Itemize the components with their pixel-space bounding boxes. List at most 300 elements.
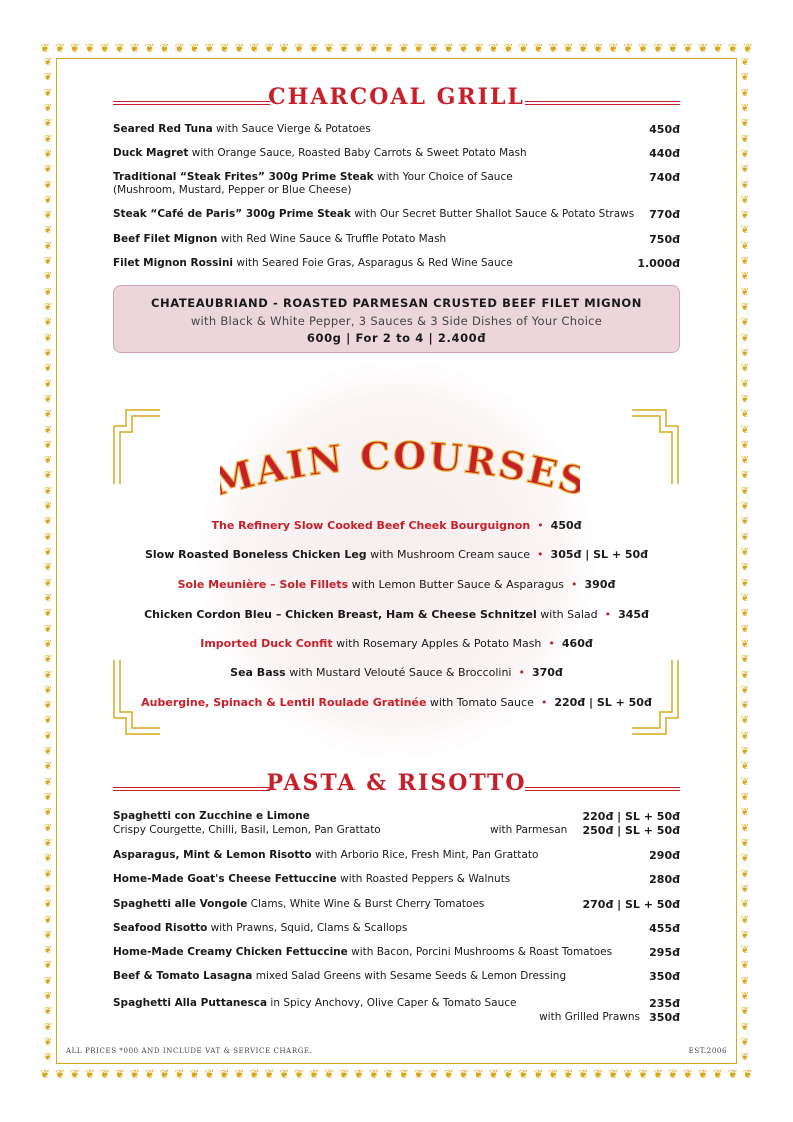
ornament-icon: ❦: [43, 531, 53, 543]
ornament-icon: ❦: [608, 41, 619, 55]
chateaubriand-feature-box: [113, 285, 680, 353]
pasta-item-desc: Clams, White Wine & Burst Cherry Tomatoes: [247, 898, 485, 910]
pasta-item-price: 455đ: [649, 922, 680, 935]
ornament-icon: ❦: [740, 58, 750, 68]
ornament-icon: ❦: [593, 1067, 604, 1081]
grill-item-price: 1.000đ: [637, 257, 680, 270]
pasta-item: [113, 873, 680, 886]
ornament-icon: ❦: [712, 41, 723, 55]
pasta-item: [113, 997, 680, 1010]
grill-item-price: 750đ: [649, 233, 680, 246]
ornament-icon: ❦: [740, 837, 750, 849]
ornament-icon: ❦: [54, 1067, 66, 1081]
main-item-price: 305đ: [550, 548, 582, 561]
ornament-icon: ❦: [623, 1067, 634, 1081]
grill-item-price: 770đ: [649, 208, 680, 221]
ornament-icon: ❦: [413, 41, 424, 55]
pasta-item: [113, 922, 680, 935]
pasta-item: [113, 946, 680, 959]
ornament-icon: ❦: [219, 41, 230, 55]
chateaubriand-title: CHATEAUBRIAND - ROASTED PARMESAN CRUSTED BEEF FILET MIGNON: [150, 296, 643, 310]
ornament-icon: ❦: [114, 41, 125, 55]
grill-item-desc-2: (Mushroom, Mustard, Pepper or Blue Cheese): [113, 184, 352, 196]
ornament-icon: ❦: [638, 41, 649, 55]
ornament-icon: ❦: [84, 1067, 95, 1081]
ornament-icon: ❦: [533, 1067, 544, 1081]
ornament-icon: ❦: [43, 194, 53, 206]
pasta-item-price: 270đ | SL + 50đ: [582, 898, 680, 911]
ornament-icon: ❦: [43, 807, 53, 819]
ornament-icon: ❦: [740, 332, 750, 344]
ornament-icon: ❦: [740, 1021, 750, 1033]
chateaubriand-price: 600g | For 2 to 4 | 2.400đ: [306, 331, 487, 345]
ornament-icon: ❦: [43, 929, 53, 941]
ornament-icon: ❦: [473, 1067, 484, 1081]
ornament-icon: ❦: [264, 41, 275, 55]
ornament-icon: ❦: [593, 41, 604, 55]
main-item-price: 450đ: [550, 519, 582, 532]
bullet-icon: •: [533, 519, 548, 532]
grill-item: [113, 208, 680, 221]
ornament-icon: ❦: [383, 1067, 394, 1081]
ornament-icon: ❦: [697, 41, 708, 55]
ornament-icon: ❦: [668, 1067, 679, 1081]
ornament-icon: ❦: [740, 271, 750, 283]
ornament-icon: ❦: [339, 41, 350, 55]
ornament-icon: ❦: [324, 1067, 335, 1081]
ornament-icon: ❦: [740, 684, 750, 696]
main-courses-arc-title: [220, 435, 580, 505]
ornament-icon: ❦: [204, 1067, 215, 1081]
ornament-icon: ❦: [740, 761, 750, 773]
ornament-icon: ❦: [174, 41, 185, 55]
grill-item-price: 450đ: [649, 123, 680, 136]
grill-item-name: Filet Mignon Rossini: [113, 257, 234, 269]
ornament-icon: ❦: [740, 853, 750, 865]
chateaubriand-desc: with Black & White Pepper, 3 Sauces & 3 Side Dishes of Your Choice: [190, 314, 603, 328]
ornament-icon: ❦: [740, 715, 750, 727]
pasta-item-name: Beef & Tomato Lasagna: [113, 970, 253, 982]
ornament-icon: ❦: [518, 41, 529, 55]
ornament-icon: ❦: [563, 41, 574, 55]
ornament-icon: ❦: [740, 424, 750, 436]
ornament-icon: ❦: [43, 409, 53, 421]
ornament-icon: ❦: [234, 1067, 245, 1081]
ornament-icon: ❦: [740, 868, 750, 880]
ornament-icon: ❦: [727, 1067, 738, 1081]
ornament-icon: ❦: [623, 41, 634, 55]
ornament-icon: ❦: [354, 41, 365, 55]
bullet-icon: •: [533, 548, 548, 561]
ornament-icon: ❦: [43, 363, 53, 375]
ornament-icon: ❦: [740, 225, 750, 237]
ornament-icon: ❦: [740, 638, 750, 650]
ornament-icon: ❦: [43, 317, 53, 329]
ornament-icon: ❦: [43, 1052, 53, 1064]
ornament-icon: ❦: [279, 1067, 290, 1081]
main-item-desc: with Tomato Sauce: [426, 696, 534, 709]
ornament-icon: ❦: [740, 1006, 750, 1018]
pasta-item-name: Asparagus, Mint & Lemon Risotto: [113, 849, 312, 861]
ornament-icon: ❦: [740, 118, 750, 130]
ornament-icon: ❦: [43, 58, 53, 68]
grill-item-desc: with Sauce Vierge & Potatoes: [212, 123, 371, 135]
ornament-icon: ❦: [488, 41, 499, 55]
ornament-icon: ❦: [443, 1067, 454, 1081]
ornament-icon: ❦: [43, 240, 53, 252]
pasta-item-desc: with Prawns, Squid, Clams & Scallops: [207, 922, 408, 934]
grill-item: [113, 257, 680, 270]
ornament-icon: ❦: [43, 271, 53, 283]
grill-item-name: Steak “Café de Paris” 300g Prime Steak: [113, 208, 351, 220]
ornament-icon: ❦: [740, 547, 750, 558]
ornament-icon: ❦: [740, 776, 750, 788]
main-item: [113, 548, 680, 561]
ornament-icon: ❦: [740, 439, 750, 451]
ornament-icon: ❦: [503, 41, 514, 55]
ornament-icon: ❦: [608, 1067, 619, 1081]
ornament-icon: ❦: [43, 592, 53, 604]
ornament-icon: ❦: [43, 393, 53, 405]
ornament-icon: ❦: [159, 41, 170, 55]
grill-item: [113, 233, 680, 246]
ornament-icon: ❦: [740, 608, 750, 620]
pasta-item-price: 290đ: [649, 849, 680, 862]
ornament-icon: ❦: [742, 41, 753, 55]
ornament-icon: ❦: [740, 210, 750, 222]
ornament-icon: ❦: [740, 455, 750, 467]
ornament-icon: ❦: [458, 41, 469, 55]
ornament-icon: ❦: [740, 378, 750, 390]
pasta-item: [113, 970, 680, 983]
grill-item: [113, 147, 680, 160]
ornament-icon: ❦: [368, 1067, 380, 1081]
ornament-icon: ❦: [43, 1037, 53, 1048]
pasta-item-variant-price: 350đ: [649, 1011, 680, 1024]
charcoal-grill-title: CHARCOAL GRILL: [268, 84, 525, 110]
ornament-icon: ❦: [43, 302, 53, 313]
ornament-icon: ❦: [43, 501, 53, 513]
pasta-item-price: 280đ: [649, 873, 680, 886]
bullet-icon: •: [544, 637, 559, 650]
ornament-icon: ❦: [43, 485, 53, 497]
pasta-item-desc: with Roasted Peppers & Walnuts: [336, 873, 511, 885]
main-item-desc: with Salad: [536, 608, 598, 621]
ornament-icon: ❦: [43, 577, 53, 589]
main-item: [113, 608, 680, 621]
main-item-price: 345đ: [618, 608, 649, 621]
ornament-icon: ❦: [740, 746, 750, 758]
ornament-icon: ❦: [740, 164, 750, 176]
ornament-icon: ❦: [740, 485, 750, 497]
grill-item-desc: with Orange Sauce, Roasted Baby Carrots & Sweet Potato Mash: [188, 147, 527, 159]
ornament-icon: ❦: [99, 1067, 110, 1081]
pasta-item-name: Spaghetti con Zucchine e Limone: [113, 810, 310, 822]
bullet-icon: •: [537, 696, 551, 709]
grill-item: [113, 171, 680, 197]
ornament-icon: ❦: [234, 41, 245, 55]
ornament-icon: ❦: [740, 807, 750, 819]
pasta-item: [113, 810, 680, 823]
main-item-price: 460đ: [561, 637, 593, 650]
main-item-price: 390đ: [584, 578, 616, 591]
ornament-icon: ❦: [43, 424, 53, 436]
ornament-icon: ❦: [43, 776, 53, 788]
ornament-icon: ❦: [548, 41, 559, 55]
main-item-extra: | SL + 50đ: [581, 548, 649, 561]
grill-item-name: Traditional “Steak Frites” 300g Prime Steak: [113, 171, 374, 183]
ornament-icon: ❦: [43, 455, 53, 467]
ornament-icon: ❦: [354, 1067, 365, 1081]
bullet-icon: •: [601, 608, 615, 621]
ornament-icon: ❦: [428, 1067, 439, 1081]
ornament-icon: ❦: [43, 547, 53, 558]
ornament-icon: ❦: [740, 592, 750, 604]
left-border-ornament: [40, 58, 56, 1064]
ornament-icon: ❦: [740, 623, 750, 635]
ornament-icon: ❦: [159, 1067, 170, 1081]
ornament-icon: ❦: [740, 929, 750, 941]
main-courses-title: [220, 435, 580, 505]
grill-item-name: Duck Magret: [113, 147, 189, 159]
grill-item-price: 740đ: [649, 171, 680, 184]
svg-text:MAIN COURSES: [220, 435, 580, 505]
pasta-item-name: Home-Made Goat's Cheese Fettuccine: [113, 873, 337, 885]
ornament-icon: ❦: [324, 41, 335, 55]
pasta-item-name: Spaghetti alle Vongole: [113, 898, 248, 910]
bottom-border-ornament: [40, 1064, 753, 1084]
ornament-icon: ❦: [219, 1067, 230, 1081]
ornament-icon: ❦: [740, 302, 750, 313]
ornament-icon: ❦: [294, 1067, 305, 1081]
ornament-icon: ❦: [43, 164, 53, 176]
ornament-icon: ❦: [43, 378, 53, 390]
ornament-icon: ❦: [43, 960, 53, 972]
pasta-item-desc: with Arborio Rice, Fresh Mint, Pan Grattato: [311, 849, 539, 861]
ornament-icon: ❦: [563, 1067, 574, 1081]
ornament-icon: ❦: [740, 516, 750, 528]
main-item-desc: with Lemon Butter Sauce & Asparagus: [348, 578, 565, 591]
ornament-icon: ❦: [697, 1067, 708, 1081]
ornament-icon: ❦: [249, 1067, 260, 1081]
ornament-icon: ❦: [43, 286, 53, 298]
ornament-icon: ❦: [740, 945, 750, 957]
pasta-item-variant: [113, 824, 680, 837]
ornament-icon: ❦: [740, 883, 750, 895]
ornament-icon: ❦: [249, 41, 260, 55]
ornament-icon: ❦: [413, 1067, 424, 1081]
ornament-icon: ❦: [428, 41, 439, 55]
ornament-icon: ❦: [740, 914, 750, 926]
ornament-icon: ❦: [144, 1067, 155, 1081]
ornament-icon: ❦: [264, 1067, 275, 1081]
ornament-icon: ❦: [43, 332, 53, 344]
ornament-icon: ❦: [740, 1037, 750, 1048]
pasta-item: [113, 849, 680, 862]
ornament-icon: ❦: [69, 1067, 80, 1081]
pasta-item-desc: in Spicy Anchovy, Olive Caper & Tomato Sauce: [267, 997, 517, 1009]
ornament-icon: ❦: [740, 531, 750, 543]
pasta-item-name: Seafood Risotto: [113, 922, 208, 934]
ornament-icon: ❦: [740, 822, 750, 834]
ornament-icon: ❦: [398, 1067, 409, 1081]
ornament-icon: ❦: [727, 41, 738, 55]
ornament-icon: ❦: [740, 960, 750, 972]
pasta-item-price: 220đ | SL + 50đ: [582, 810, 680, 823]
ornament-icon: ❦: [43, 179, 53, 191]
ornament-icon: ❦: [43, 899, 53, 911]
ornament-icon: ❦: [740, 347, 750, 359]
main-item-name: Imported Duck Confit: [200, 637, 333, 650]
ornament-icon: ❦: [69, 41, 80, 55]
main-item-name: Sea Bass: [230, 666, 286, 679]
grill-item-desc: with Seared Foie Gras, Asparagus & Red Wine Sauce: [233, 257, 513, 269]
ornament-icon: ❦: [740, 899, 750, 911]
ornament-icon: ❦: [740, 1052, 750, 1064]
main-item: [113, 578, 680, 591]
ornament-icon: ❦: [114, 1067, 125, 1081]
ornament-icon: ❦: [43, 210, 53, 222]
ornament-icon: ❦: [43, 822, 53, 834]
main-item: [113, 666, 680, 679]
ornament-icon: ❦: [458, 1067, 469, 1081]
ornament-icon: ❦: [443, 41, 454, 55]
grill-item-name: Seared Red Tuna: [113, 123, 213, 135]
pasta-item-desc: Crispy Courgette, Chilli, Basil, Lemon, Pan Grattato: [113, 824, 381, 836]
ornament-icon: ❦: [740, 669, 750, 681]
pasta-item-variant-label: with Parmesan: [490, 824, 568, 836]
ornament-icon: ❦: [473, 41, 484, 55]
pasta-item-price: 235đ: [649, 997, 680, 1010]
pasta-item-variant: [113, 1011, 680, 1024]
ornament-icon: ❦: [174, 1067, 185, 1081]
top-border-ornament: [40, 38, 753, 58]
main-item: [113, 637, 680, 650]
main-item-price: 370đ: [531, 666, 563, 679]
main-item-price: 220đ: [554, 696, 586, 709]
pasta-item-price: 295đ: [649, 946, 680, 959]
main-item-name: Sole Meunière – Sole Fillets: [177, 578, 349, 591]
ornament-icon: ❦: [43, 914, 53, 926]
ornament-icon: ❦: [578, 41, 589, 55]
grill-item-name: Beef Filet Mignon: [113, 233, 218, 245]
ornament-icon: ❦: [43, 347, 53, 359]
ornament-icon: ❦: [43, 945, 53, 957]
ornament-icon: ❦: [43, 562, 53, 574]
ornament-icon: ❦: [43, 761, 53, 773]
pasta-item-variant-label: with Grilled Prawns: [539, 1011, 640, 1023]
ornament-icon: ❦: [740, 87, 750, 99]
pasta-item-name: Spaghetti Alla Puttanesca: [113, 997, 268, 1009]
ornament-icon: ❦: [43, 516, 53, 528]
ornament-icon: ❦: [548, 1067, 559, 1081]
ornament-icon: ❦: [43, 746, 53, 758]
grill-item-desc: with Our Secret Butter Shallot Sauce & Potato Straws: [350, 208, 635, 220]
ornament-icon: ❦: [43, 991, 53, 1003]
ornament-icon: ❦: [43, 256, 53, 268]
ornament-icon: ❦: [740, 501, 750, 513]
main-item-extra: | SL + 50đ: [585, 696, 652, 709]
ornament-icon: ❦: [43, 700, 53, 712]
ornament-icon: ❦: [40, 41, 51, 55]
price-note: ALL PRICES *000 AND INCLUDE VAT & SERVICE CHARGE.: [66, 1047, 313, 1055]
ornament-icon: ❦: [43, 225, 53, 237]
ornament-icon: ❦: [740, 792, 750, 803]
ornament-icon: ❦: [740, 194, 750, 206]
pasta-risotto-heading: [113, 770, 680, 798]
ornament-icon: ❦: [488, 1067, 499, 1081]
ornament-icon: ❦: [43, 638, 53, 650]
ornament-icon: ❦: [339, 1067, 350, 1081]
ornament-icon: ❦: [43, 608, 53, 620]
ornament-icon: ❦: [43, 102, 53, 114]
ornament-icon: ❦: [740, 730, 750, 742]
ornament-icon: ❦: [638, 1067, 649, 1081]
ornament-icon: ❦: [43, 118, 53, 130]
bullet-icon: •: [514, 666, 529, 679]
ornament-icon: ❦: [740, 363, 750, 375]
ornament-icon: ❦: [189, 1067, 200, 1081]
ornament-icon: ❦: [43, 654, 53, 666]
ornament-icon: ❦: [740, 133, 750, 145]
ornament-icon: ❦: [43, 669, 53, 681]
ornament-icon: ❦: [740, 148, 750, 160]
ornament-icon: ❦: [43, 715, 53, 727]
ornament-icon: ❦: [740, 102, 750, 114]
ornament-icon: ❦: [740, 393, 750, 405]
main-item: [113, 696, 680, 709]
ornament-icon: ❦: [84, 41, 95, 55]
ornament-icon: ❦: [43, 148, 53, 160]
right-border-ornament: [737, 58, 753, 1064]
ornament-icon: ❦: [383, 41, 394, 55]
pasta-item-name: Home-Made Creamy Chicken Fettuccine: [113, 946, 348, 958]
ornament-icon: ❦: [740, 317, 750, 329]
main-item-name: Slow Roasted Boneless Chicken Leg: [144, 548, 367, 561]
ornament-icon: ❦: [740, 256, 750, 268]
main-courses-title-text: AIN COURSE: [251, 435, 564, 498]
ornament-icon: ❦: [533, 41, 544, 55]
ornament-icon: ❦: [740, 240, 750, 252]
ornament-icon: ❦: [43, 623, 53, 635]
ornament-icon: ❦: [43, 1006, 53, 1018]
ornament-icon: ❦: [43, 853, 53, 865]
ornament-icon: ❦: [294, 41, 305, 55]
main-item-desc: with Rosemary Apples & Potato Mash: [332, 637, 542, 650]
ornament-icon: ❦: [578, 1067, 589, 1081]
ornament-icon: ❦: [43, 439, 53, 451]
ornament-icon: ❦: [43, 730, 53, 742]
grill-item-desc: with Red Wine Sauce & Truffle Potato Mash: [217, 233, 447, 245]
established-year: EST.2006: [688, 1047, 727, 1055]
pasta-item-price: 350đ: [649, 970, 680, 983]
ornament-icon: ❦: [43, 868, 53, 880]
ornament-icon: ❦: [43, 684, 53, 696]
pasta-item-desc: mixed Salad Greens with Sesame Seeds & Lemon Dressing: [252, 970, 567, 982]
ornament-icon: ❦: [129, 41, 140, 55]
ornament-icon: ❦: [99, 41, 110, 55]
ornament-icon: ❦: [309, 41, 320, 55]
pasta-risotto-title: PASTA & RISOTTO: [266, 770, 527, 796]
ornament-icon: ❦: [712, 1067, 723, 1081]
pasta-item: [113, 898, 680, 911]
main-item-name: The Refinery Slow Cooked Beef Cheek Bourguignon: [211, 519, 531, 532]
ornament-icon: ❦: [653, 1067, 664, 1081]
ornament-icon: ❦: [40, 1067, 51, 1081]
ornament-icon: ❦: [740, 654, 750, 666]
ornament-icon: ❦: [653, 41, 664, 55]
ornament-icon: ❦: [740, 179, 750, 191]
